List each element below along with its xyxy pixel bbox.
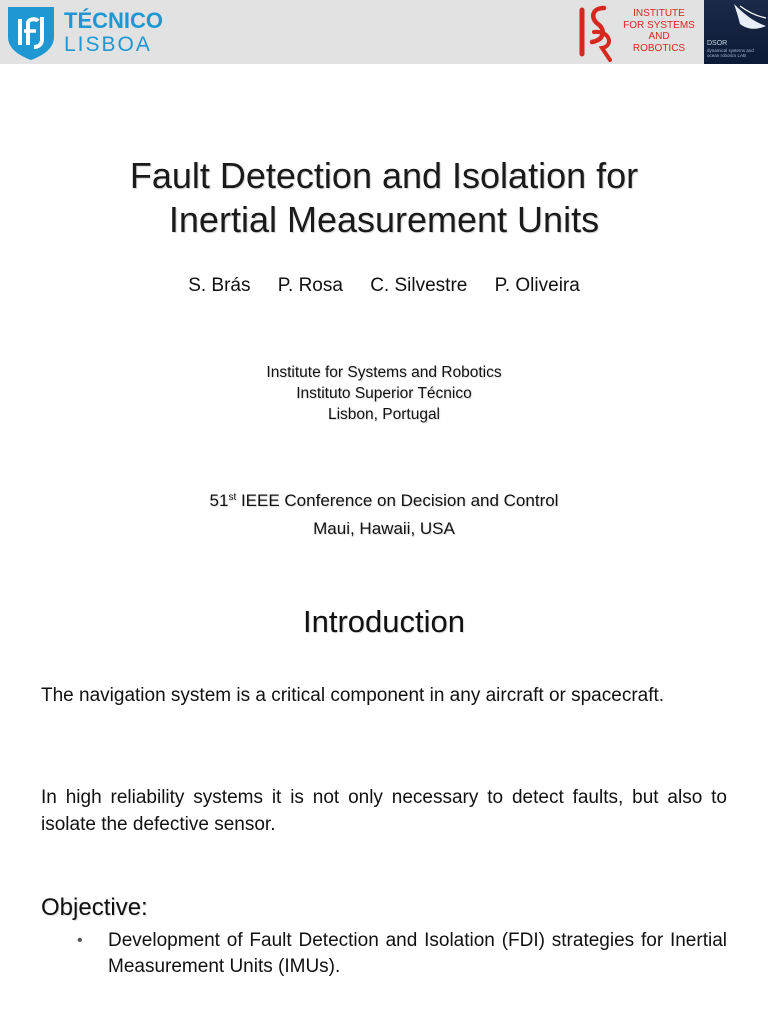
section-heading: Introduction bbox=[303, 604, 465, 639]
conference-name-line bbox=[0, 484, 768, 515]
intro-paragraph: In high reliability systems it is not only necessary to detect faults, but also to isolate the defective sensor. bbox=[41, 787, 727, 835]
dsor-name: DSOR bbox=[707, 40, 728, 47]
author-list bbox=[0, 275, 768, 297]
author-name: S. Brás bbox=[188, 275, 251, 296]
isr-wordmark-line: FOR SYSTEMS bbox=[623, 19, 695, 31]
isr-wordmark-line: INSTITUTE bbox=[633, 8, 685, 19]
intro-paragraph: The navigation system is a critical component in any aircraft or spacecraft. bbox=[41, 685, 665, 706]
objective-list bbox=[77, 928, 727, 980]
slide-title-line: Inertial Measurement Units bbox=[168, 199, 600, 240]
isr-logo-icon bbox=[576, 2, 616, 62]
conference-location: Maui, Hawaii, USA bbox=[313, 519, 455, 538]
objective-item bbox=[77, 928, 727, 980]
affiliation-line: Lisbon, Portugal bbox=[327, 406, 441, 423]
dsor-logo bbox=[704, 0, 768, 64]
ist-wordmark-line2: LISBOA bbox=[64, 33, 152, 56]
isr-wordmark-line: ROBOTICS bbox=[632, 42, 686, 54]
slide-title bbox=[0, 154, 768, 242]
author-name: P. Rosa bbox=[277, 275, 343, 296]
affiliation-line: Institute for Systems and Robotics bbox=[266, 364, 502, 381]
objective-heading: Objective: bbox=[41, 894, 148, 921]
isr-wordmark-line: AND bbox=[648, 31, 670, 42]
objective-item-text: Development of Fault Detection and Isolation (FDI) strategies for Inertial Measurement Units (IMUs). bbox=[108, 930, 727, 977]
author-name: C. Silvestre bbox=[370, 275, 468, 296]
author-name: P. Oliveira bbox=[494, 275, 580, 296]
ist-shield-icon bbox=[6, 5, 56, 61]
conference-name: IEEE Conference on Decision and Control bbox=[236, 491, 559, 510]
conference-info bbox=[0, 484, 768, 543]
conference-ordinal-suffix: st bbox=[228, 492, 237, 503]
dsor-wing-icon bbox=[704, 0, 768, 40]
ist-wordmark bbox=[64, 9, 174, 57]
ist-wordmark-line1: TÉCNICO bbox=[64, 8, 163, 33]
slide-title-line: Fault Detection and Isolation for bbox=[129, 155, 639, 196]
affiliation-line: Instituto Superior Técnico bbox=[296, 385, 472, 402]
conference-ordinal: 51 bbox=[209, 491, 229, 510]
isr-logo bbox=[574, 2, 702, 62]
dsor-tagline: dynamical systems and ocean robotics LAB bbox=[707, 48, 754, 58]
isr-wordmark bbox=[616, 8, 702, 54]
affiliation bbox=[0, 362, 768, 425]
bullet-icon: • bbox=[77, 932, 83, 949]
header-bar bbox=[0, 0, 768, 64]
